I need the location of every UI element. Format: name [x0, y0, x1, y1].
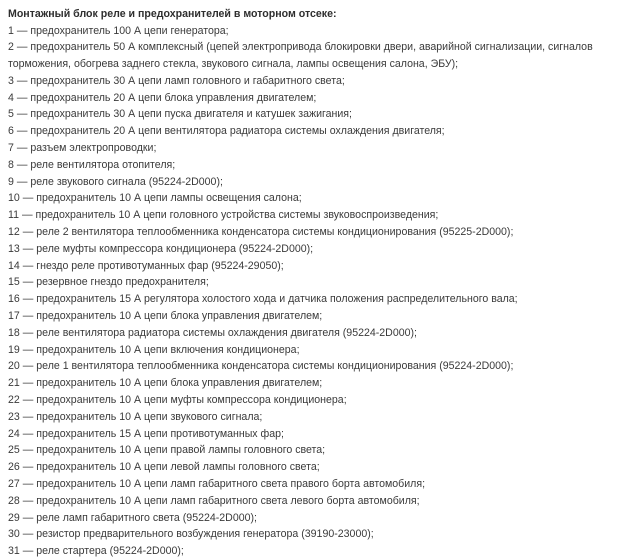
list-item: 16 — предохранитель 15 А регулятора холостого хода и датчика положения распределительного вала; — [8, 293, 518, 306]
component-list — [8, 23, 624, 560]
list-item: 17 — предохранитель 10 А цепи блока управления двигателем; — [8, 309, 323, 322]
list-item: 6 — предохранитель 20 А цепи вентилятора радиатора системы охлаждения двигателя; — [8, 125, 445, 138]
list-item: 1 — предохранитель 100 А цепи генератора; — [8, 24, 229, 37]
list-item: 23 — предохранитель 10 А цепи звукового сигнала; — [8, 410, 263, 423]
list-item: 25 — предохранитель 10 А цепи правой лампы головного света; — [8, 444, 326, 457]
list-item: 8 — реле вентилятора отопителя; — [8, 158, 176, 171]
document-title: Монтажный блок реле и предохранителей в моторном отсеке: — [8, 8, 337, 20]
list-item: 20 — реле 1 вентилятора теплообменника конденсатора системы кондиционирования (95224-2D000); — [8, 360, 514, 373]
list-item: 14 — гнездо реле противотуманных фар (95224-29050); — [8, 259, 284, 272]
list-item: 2 — предохранитель 50 А комплексный (цепей электропривода блокировки двери, аварийной сигнализации, сигналов торможения, обогрева заднего стекла, звукового сигнала, лампы освещения салона, ЭБУ); — [8, 41, 593, 71]
list-item: 3 — предохранитель 30 А цепи ламп головного и габаритного света; — [8, 74, 345, 87]
list-item: 5 — предохранитель 30 А цепи пуска двигателя и катушек зажигания; — [8, 108, 352, 121]
list-item: 7 — разъем электропроводки; — [8, 141, 157, 154]
list-item: 28 — предохранитель 10 А цепи ламп габаритного света левого борта автомобиля; — [8, 494, 420, 507]
list-item: 31 — реле стартера (95224-2D000); — [8, 545, 184, 558]
list-item: 10 — предохранитель 10 А цепи лампы освещения салона; — [8, 192, 302, 205]
list-item: 18 — реле вентилятора радиатора системы охлаждения двигателя (95224-2D000); — [8, 326, 417, 339]
list-item: 22 — предохранитель 10 А цепи муфты компрессора кондиционера; — [8, 393, 347, 406]
list-item: 15 — резервное гнездо предохранителя; — [8, 276, 209, 289]
document — [8, 6, 624, 560]
list-item: 9 — реле звукового сигнала (95224-2D000); — [8, 175, 223, 188]
list-item: 27 — предохранитель 10 А цепи ламп габаритного света правого борта автомобиля; — [8, 477, 426, 490]
list-item: 29 — реле ламп габаритного света (95224-2D000); — [8, 511, 257, 524]
list-item: 11 — предохранитель 10 А цепи головного устройства системы звуковоспроизведения; — [8, 209, 439, 222]
list-item: 21 — предохранитель 10 А цепи блока управления двигателем; — [8, 377, 323, 390]
list-item: 12 — реле 2 вентилятора теплообменника конденсатора системы кондиционирования (95225-2D000); — [8, 225, 514, 238]
list-item: 19 — предохранитель 10 А цепи включения кондиционера; — [8, 343, 300, 356]
list-item: 30 — резистор предварительного возбуждения генератора (39190-23000); — [8, 528, 374, 541]
list-item: 24 — предохранитель 15 А цепи противотуманных фар; — [8, 427, 284, 440]
list-item: 26 — предохранитель 10 А цепи левой лампы головного света; — [8, 461, 320, 474]
list-item: 4 — предохранитель 20 А цепи блока управления двигателем; — [8, 91, 317, 104]
list-item: 13 — реле муфты компрессора кондиционера (95224-2D000); — [8, 242, 314, 255]
